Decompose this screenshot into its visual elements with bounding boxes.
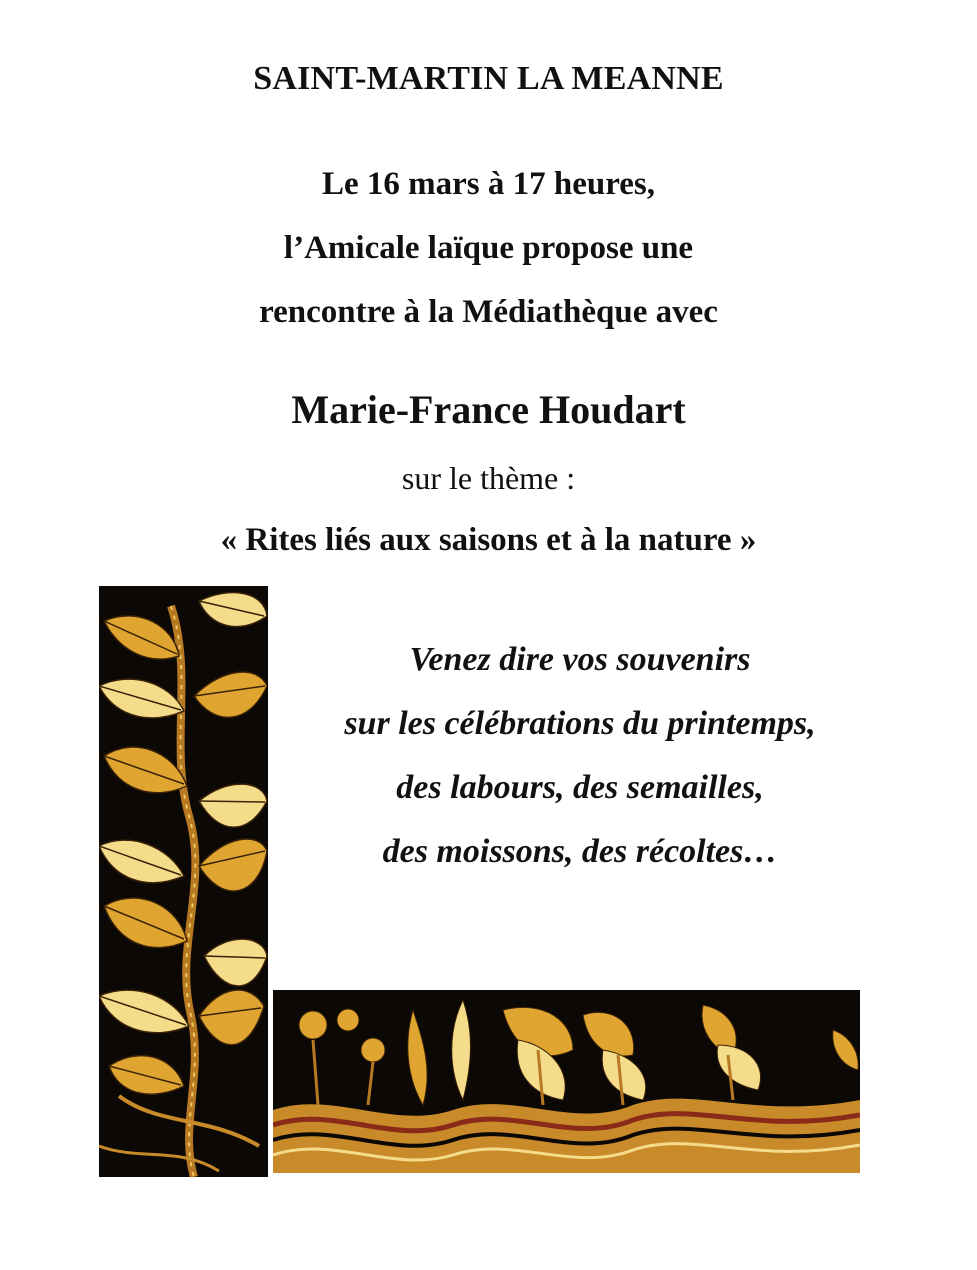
theme-title: « Rites liés aux saisons et à la nature »	[220, 522, 757, 558]
invite-line-4: des moissons, des récoltes…	[382, 833, 778, 870]
event-organizer-line: l’Amicale laïque propose une	[283, 230, 694, 266]
invite-line-3: des labours, des semailles,	[396, 769, 764, 806]
invite-line-1: Venez dire vos souvenirs	[409, 641, 751, 678]
event-intro	[0, 152, 977, 344]
flowers-and-furrows-illustration	[273, 990, 860, 1173]
invitation-text	[290, 628, 870, 884]
floral-artwork-horizontal	[273, 990, 860, 1173]
botanical-artwork-vertical	[99, 586, 268, 1177]
invite-line-2: sur les célébrations du printemps,	[344, 705, 816, 742]
leaf-branch-illustration	[99, 586, 268, 1177]
theme-label: sur le thème :	[401, 460, 576, 496]
event-date-line: Le 16 mars à 17 heures,	[321, 166, 656, 202]
event-venue-line: rencontre à la Médiathèque avec	[259, 294, 718, 330]
town-title: SAINT-MARTIN LA MEANNE	[253, 60, 724, 97]
speaker-name: Marie-France Houdart	[291, 387, 686, 432]
